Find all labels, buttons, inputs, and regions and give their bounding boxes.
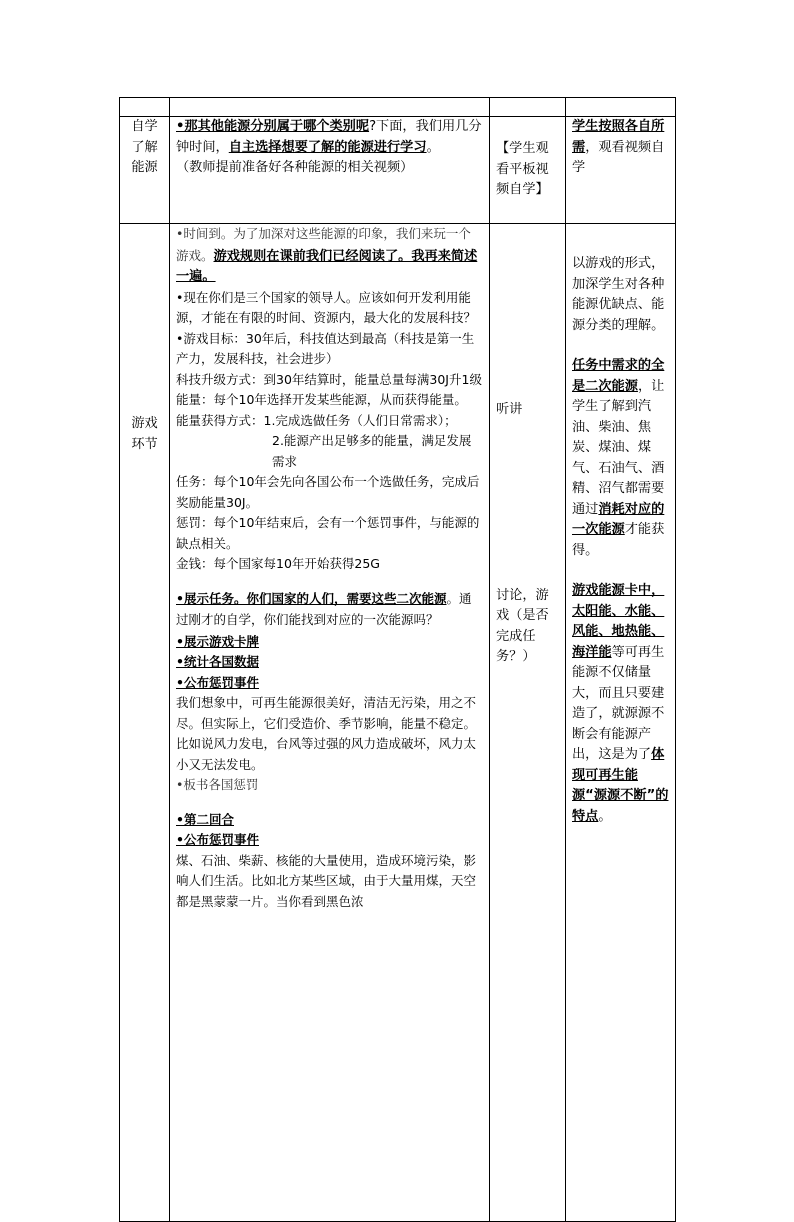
intent-text: ，让学生了解到汽油、柴油、焦炭、煤油、煤气、石油气、酒精、沼气都需要通过	[572, 378, 665, 517]
intent-cell	[566, 224, 676, 1222]
intent-bold: 任务中需求的全是二次能源	[572, 358, 665, 394]
paragraph: 能量获得方式：1.完成选做任务（人们日常需求）；	[176, 412, 457, 428]
intent-cell	[566, 117, 676, 224]
paragraph: •时间到。为了加深对这些能源的印象，我们来玩一个游戏。	[176, 226, 471, 263]
student-cell	[490, 224, 566, 1222]
paragraph: 煤、石油、柴薪、核能的大量使用，造成环境污染，影响人们生活。比如北方某些区域，由于大量用煤，天空都是黑蒙蒙一片。当你看到黑色浓	[176, 852, 477, 909]
paragraph: 科技升级方式：到30年结算时，能量总量每满30J升1级	[176, 371, 482, 387]
paragraph: •游戏目标：30年后，科技值达到最高（科技是第一生产力，发展科技，社会进步）	[176, 330, 475, 366]
content-cell	[170, 117, 490, 224]
paragraph: 能量：每个10年选择开发某些能源，从而获得能量。	[176, 392, 467, 407]
heading-item: •公布惩罚事件	[176, 832, 259, 847]
paragraph: 惩罚：每个10年结束后，会有一个惩罚事件，与能源的缺点相关。	[176, 515, 480, 551]
task-end: 。	[426, 139, 440, 155]
intent-text: 。	[598, 808, 612, 824]
paragraph-bold: •展示任务。你们国家的人们，需要这些二次能源	[176, 590, 447, 606]
intent-text: 才能获得。	[572, 522, 665, 558]
paragraph-bold: 游戏规则在课前我们已经阅读了。我再来简述一遍。	[176, 248, 478, 284]
heading-item: •公布惩罚事件	[176, 674, 259, 690]
table-header-row	[120, 98, 676, 117]
stage-label: 游戏环节	[131, 416, 158, 452]
question-text: •那其他能源分别属于哪个类别呢	[176, 119, 370, 134]
intent-bold: 学生按照各自所需	[572, 119, 665, 155]
spacer	[572, 224, 669, 254]
stage-cell	[120, 117, 170, 224]
header-cell	[490, 98, 566, 117]
spacer	[176, 575, 483, 589]
intent-text: 等可再生能源不仅储量大，而且只要建造了，就源源不断会有能源产出，这是为了	[572, 644, 665, 762]
intent-text: 以游戏的形式，加深学生对各种能源优缺点、能源分类的理解。	[572, 256, 665, 333]
paragraph: 。通过刚才的自学，你们能找到对应的一次能源吗？	[176, 590, 472, 627]
paragraph: 2.能源产出足够多的能量，满足发展需求	[272, 433, 472, 469]
student-activity: 听讲	[496, 402, 523, 417]
intent-bold: 消耗对应的一次能源	[572, 501, 665, 537]
question-text-cont: ?下面，我们用几分钟时间，	[176, 119, 482, 155]
heading-item: •展示游戏卡牌	[176, 633, 259, 649]
paragraph: •现在你们是三个国家的领导人。应该如何开发利用能源，才能在有限的时间、资源内，最大化的发展科技？	[176, 289, 477, 325]
paragraph: 我们想象中，可再生能源很美好，清洁无污染，用之不尽。但实际上，它们受造价、季节影响，能量不稳定。比如说风力发电，台风等过强的风力造成破坏，风力太小又无法发电。	[176, 695, 477, 772]
paragraph: 金钱：每个国家每10年开始获得25G	[176, 556, 380, 571]
header-cell	[120, 98, 170, 117]
heading-item: •统计各国数据	[176, 654, 259, 669]
stage-cell	[120, 224, 170, 1222]
header-cell	[170, 98, 490, 117]
table-row-self-study	[120, 117, 676, 224]
spacer	[572, 561, 669, 581]
content-cell	[170, 224, 490, 1222]
table-row-game	[120, 224, 676, 1222]
task-text: 自主选择想要了解的能源进行学习	[228, 139, 427, 155]
paragraph: 任务：每个10年会先向各国公布一个选做任务，完成后奖励能量30J。	[176, 474, 480, 510]
intent-bold: 体现可再生能源“源源不断”的特点	[572, 747, 669, 824]
intent-text: ，观看视频自学	[572, 139, 665, 175]
spacer	[496, 421, 559, 586]
intent-bold: 游戏能源卡中，太阳能、水能、风能、地热能、海洋能	[572, 583, 665, 660]
header-cell	[566, 98, 676, 117]
spacer	[572, 336, 669, 356]
lesson-plan-table	[119, 97, 676, 1222]
student-cell	[490, 117, 566, 224]
paragraph: •板书各国惩罚	[176, 777, 259, 792]
spacer	[496, 224, 559, 400]
student-activity: 讨论，游戏（是否完成任务？）	[496, 587, 549, 664]
spacer	[176, 796, 483, 810]
student-activity: 【学生观看平板视频自学】	[496, 141, 549, 197]
heading-item: •第二回合	[176, 811, 234, 827]
teacher-note: （教师提前准备好各种能源的相关视频）	[176, 160, 414, 175]
stage-label: 自学了解能源	[131, 119, 158, 175]
